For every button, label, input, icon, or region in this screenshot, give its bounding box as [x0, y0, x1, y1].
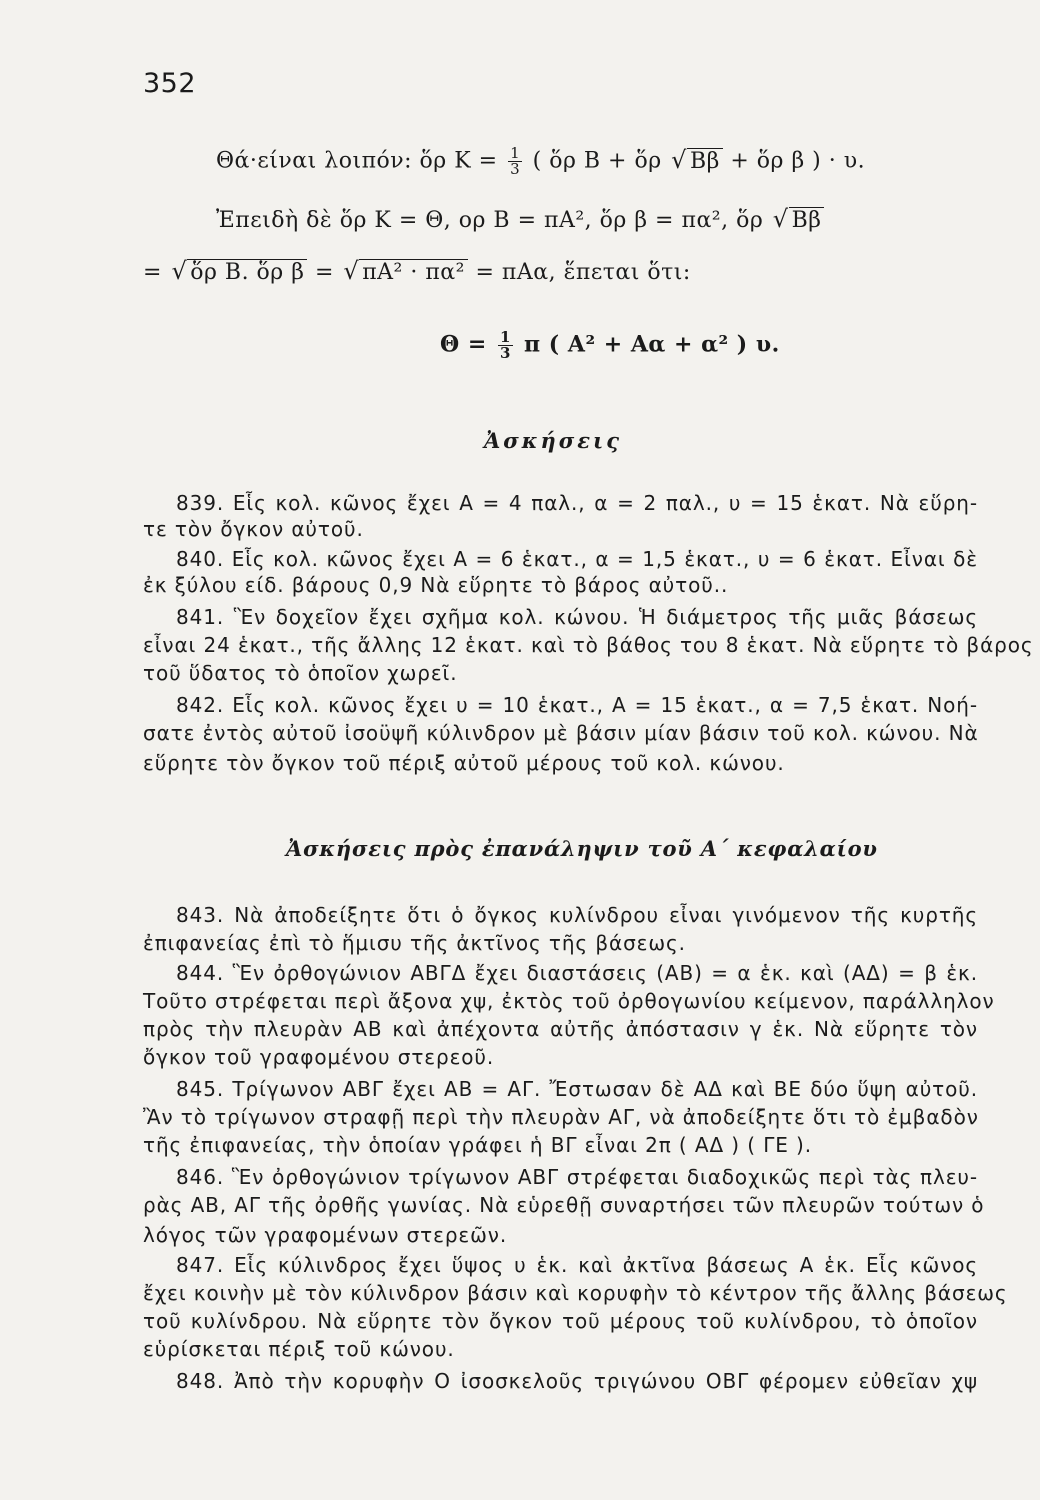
fraction-denominator: 3	[510, 160, 521, 178]
exercise-846-line-1: 846. Ἓν ὀρθογώνιον τρίγωνον ΑΒΓ στρέφεται διαδοχικῶς περὶ τὰς πλευ-	[176, 1165, 978, 1189]
root-product-line	[143, 258, 691, 286]
radicand: ὅρ B. ὅρ β	[187, 259, 307, 285]
formula-suffix: + ὅρ β ) · υ.	[730, 148, 866, 174]
exercise-842-line-3: εὕρητε τὸν ὄγκον τοῦ πέριξ αὐτοῦ μέρους τοῦ κολ. κώνου.	[143, 751, 785, 775]
substitution-text: Ἐπειδὴ δὲ ὅρ K = Θ, ορ B = πA², ὅρ β = πα², ὅρ	[216, 208, 764, 233]
exercise-841-line-1: 841. Ἓν δοχεῖον ἔχει σχῆμα κολ. κώνου. Ἡ διάμετρος τῆς μιᾶς βάσεως	[176, 605, 978, 629]
exercise-841-line-3: τοῦ ὕδατος τὸ ὁποῖον χωρεῖ.	[143, 661, 458, 685]
square-root-icon: √	[171, 257, 188, 285]
formula-prefix: Θά·είναι λοιπόν: ὅρ K =	[216, 148, 498, 174]
exercise-842-line-1: 842. Εἷς κολ. κῶνος ἔχει υ = 10 ἑκατ., A = 15 ἑκατ., α = 7,5 ἑκατ. Νοή-	[176, 693, 978, 717]
exercise-847-line-1: 847. Εἷς κύλινδρος ἔχει ὕψος υ ἑκ. καὶ ἀκτῖνα βάσεως A ἑκ. Εἷς κῶνος	[176, 1253, 978, 1277]
radicand: πA² · πα²	[359, 259, 468, 285]
exercise-846-line-2: ρὰς AB, AΓ τῆς ὀρθῆς γωνίας. Νὰ εὑρεθῇ συναρτήσει τῶν πλευρῶν τούτων ὁ	[143, 1193, 985, 1217]
formula-middle: ( ὅρ B + ὅρ	[532, 148, 662, 174]
formula-prefix: Θ =	[440, 331, 487, 358]
exercise-840-line-2: ἐκ ξύλου είδ. βάρους 0,9 Νὰ εὕρητε τὸ βάρος αὐτοῦ..	[143, 573, 729, 597]
substitution-line	[216, 206, 824, 234]
exercise-844-line-4: ὄγκον τοῦ γραφομένου στερεοῦ.	[143, 1045, 495, 1069]
conclusion-text: = πAα, ἕπεται ὅτι:	[475, 260, 691, 285]
radicand: Bβ	[687, 148, 723, 174]
exercise-839-line-2: τε τὸν ὄγκον αὐτοῦ.	[143, 517, 364, 541]
page-number: 352	[143, 68, 197, 99]
exercise-846-line-3: λόγος τῶν γραφομένων στερεῶν.	[143, 1223, 508, 1247]
square-root-icon: √	[772, 205, 789, 233]
fraction-numerator: 1	[510, 144, 521, 162]
exercise-845-line-1: 845. Τρίγωνον ΑΒΓ ἔχει AB = AΓ. Ἔστωσαν δὲ AΔ καὶ BE δύο ὕψη αὐτοῦ.	[176, 1077, 978, 1101]
equals-sign: =	[314, 260, 334, 285]
exercise-843-line-2: ἐπιφανείας ἐπὶ τὸ ἥμισυ τῆς ἀκτῖνος τῆς βάσεως.	[143, 931, 686, 955]
volume-formula-line	[216, 146, 865, 177]
radicand: Bβ	[789, 207, 825, 233]
exercise-841-line-2: εἶναι 24 ἑκατ., τῆς ἄλλης 12 ἑκατ. καὶ τὸ βάθος του 8 ἑκατ. Νὰ εὕρητε τὸ βάρος	[143, 633, 1034, 657]
exercise-847-line-2: ἔχει κοινὴν μὲ τὸν κύλινδρον βάσιν καὶ κορυφὴν τὸ κέντρον τῆς ἄλλης βάσεως	[143, 1281, 1008, 1305]
section-title-exercises: Ἀσκήσεις	[484, 428, 622, 453]
exercise-845-line-3: τῆς ἐπιφανείας, τὴν ὁποίαν γράφει ἡ BΓ εἶναι 2π ( AΔ ) ( ΓE ).	[143, 1133, 813, 1157]
equals-sign: =	[143, 260, 162, 285]
exercise-842-line-2: σατε ἐντὸς αὐτοῦ ἰσοϋψῆ κύλινδρον μὲ βάσιν μίαν βάσιν τοῦ κολ. κώνου. Νὰ	[143, 721, 979, 745]
formula-suffix: π ( A² + Aα + α² ) υ.	[524, 331, 780, 358]
exercise-847-line-4: εὑρίσκεται πέριξ τοῦ κώνου.	[143, 1337, 455, 1361]
exercise-840-line-1: 840. Εἷς κολ. κῶνος ἔχει A = 6 ἑκατ., α = 1,5 ἑκατ., υ = 6 ἑκατ. Εἶναι δὲ	[176, 547, 978, 571]
exercise-848-line-1: 848. Ἀπὸ τὴν κορυφὴν O ἰσοσκελοῦς τριγώνου ΟΒΓ φέρομεν εὐθεῖαν χψ	[176, 1369, 978, 1393]
one-third-fraction	[508, 146, 522, 177]
exercise-844-line-2: Τοῦτο στρέφεται περὶ ἄξονα χψ, ἐκτὸς τοῦ ὀρθογωνίου κείμενον, παράλληλον	[143, 989, 995, 1013]
final-formula	[440, 330, 780, 361]
one-third-fraction	[498, 330, 513, 361]
exercise-845-line-2: Ἂν τὸ τρίγωνον στραφῇ περὶ τὴν πλευρὰν AΓ, νὰ ἀποδείξητε ὅτι τὸ ἐμβαδὸν	[143, 1105, 979, 1129]
exercise-844-line-1: 844. Ἓν ὀρθογώνιον ΑΒΓΔ ἔχει διαστάσεις (AB) = α ἑκ. καὶ (AΔ) = β ἑκ.	[176, 961, 978, 985]
fraction-denominator: 3	[499, 344, 511, 362]
exercise-843-line-1: 843. Νὰ ἀποδείξητε ὅτι ὁ ὄγκος κυλίνδρου εἶναι γινόμενον τῆς κυρτῆς	[176, 903, 978, 927]
section-title-review-exercises: Ἀσκήσεις πρὸς ἐπανάληψιν τοῦ Α΄ κεφαλαίου	[286, 836, 878, 861]
fraction-numerator: 1	[499, 328, 511, 346]
exercise-844-line-3: πρὸς τὴν πλευρὰν AB καὶ ἀπέχοντα αὐτῆς ἀπόστασιν γ ἑκ. Νὰ εὕρητε τὸν	[143, 1017, 978, 1041]
square-root-icon: √	[671, 145, 687, 174]
exercise-847-line-3: τοῦ κυλίνδρου. Νὰ εὕρητε τὸν ὄγκον τοῦ μέρους τοῦ κυλίνδρου, τὸ ὁποῖον	[143, 1309, 978, 1333]
square-root-icon: √	[343, 257, 360, 285]
exercise-839-line-1: 839. Εἷς κολ. κῶνος ἔχει A = 4 παλ., α = 2 παλ., υ = 15 ἑκατ. Νὰ εὕρη-	[176, 491, 978, 515]
